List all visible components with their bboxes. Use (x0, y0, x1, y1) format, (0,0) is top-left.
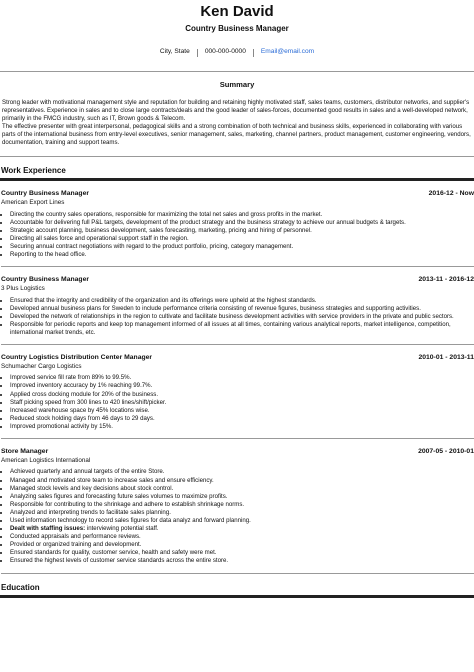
summary-text (0, 99, 474, 156)
job-bullet: • Increased warehouse space by 45% locations wise. (10, 407, 474, 415)
job-dates: 2007-05 - 2010-01 (418, 448, 474, 456)
job-bullet: • Analyzed and interpreting trends to facilitate sales planning. (10, 509, 474, 517)
job-title: Country Business Manager (1, 276, 90, 284)
job-title: Country Logistics Distribution Center Manager (1, 353, 153, 361)
candidate-name: Ken David (200, 3, 274, 20)
job-bullet: • Directing all sales force and operational support staff in the region. (10, 235, 474, 243)
job-divider (1, 266, 474, 267)
summary-section (0, 71, 474, 157)
job-bullets (1, 211, 474, 260)
summary-paragraph: Strong leader with motivational management style and reputation for building and retaining highly motivated staff, sales teams, customers, distributor networks, and supplier's representatives. Experience in sales and to close large contracts/deals and the good leader of sales-forces, documented good results in sales and a well-developed network, primarily in the FMCG industry, such as IT, Brown goods & Telecom. (2, 98, 470, 123)
job-divider (1, 573, 474, 574)
job-bullets (1, 468, 474, 565)
job-entry (0, 447, 474, 574)
job-entry (0, 353, 474, 439)
job-bullet: • Accountable for delivering full P&L targets, development of the product strategy and the business strategy to achieve our annual budgets & targets. (10, 219, 474, 227)
education-heading: Education (1, 582, 40, 592)
job-title: Store Manager (1, 448, 49, 456)
job-bullet: • Ensured the highest levels of customer service standards across the entire store. (10, 557, 474, 565)
phone-text: 000-000-0000 (204, 48, 246, 56)
job-bullet: • Reduced stock holding days from 46 days to 29 days. (10, 415, 474, 423)
job-divider (1, 344, 474, 345)
job-bullets (1, 297, 474, 337)
job-divider (1, 438, 474, 439)
job-bullet: • Responsible for contributing to the shrinkage and adhere to establish shrinkage norms. (10, 501, 474, 509)
job-bullet: • Ensured that the integrity and credibility of the organization and its offerings were upheld at the highest standards. (10, 297, 474, 305)
staffing-rest: interviewing potential staff. (86, 525, 159, 533)
job-company: 3 Plus Logistics (1, 285, 45, 293)
job-bullet: • Improved inventory accuracy by 1% reaching 99.7%. (10, 382, 474, 390)
work-experience-section (0, 166, 474, 574)
job-bullet: • Ensured standards for quality, customer service, health and safety were met. (10, 549, 474, 557)
job-bullet: • Developed the network of relationships in the region to cultivate and facilitate business development activities with service providers in the private and public sectors. (10, 313, 474, 321)
job-bullet: • Managed stock levels and key decisions about stock control. (10, 485, 474, 493)
section-rule (0, 595, 474, 598)
candidate-role: Country Business Manager (185, 23, 289, 33)
contact-line (0, 48, 474, 57)
resume-header (0, 4, 474, 57)
job-bullet: • Staff picking speed from 300 lines to 420 lines/shift/picker. (10, 399, 474, 407)
job-bullet: • Developed annual business plans for Sweden to include performance criteria consisting of revenue figures, business strategies and supporting activities. (10, 305, 474, 313)
job-bullet: • Reporting to the head office. (10, 251, 474, 259)
job-bullet-staffing (10, 525, 474, 533)
job-bullet: • Achieved quarterly and annual targets of the entire Store. (10, 468, 474, 476)
job-bullet: • Provided or organized training and development. (10, 541, 474, 549)
summary-paragraph: The effective presenter with great interpersonal, pedagogical skills and a strong combination of both technical and business skills, experienced in collaborating with various parts of the international business from entry-level executives, senior management, sales, marketing, channel partners, product management, customer engineering, vendors, documentation, training and support teams. (2, 123, 471, 147)
email-link[interactable]: Email@email.com (260, 48, 315, 56)
section-rule (0, 178, 474, 181)
job-bullet: • Strategic account planning, business development, sales forecasting, marketing, pricing and hiring of personnel. (10, 227, 474, 235)
job-bullet: • Improved service fill rate from 89% to 99.5%. (10, 374, 474, 382)
job-entry (0, 189, 474, 267)
job-dates: 2016-12 - Now (428, 190, 474, 198)
location-text: City, State (159, 48, 190, 56)
education-section (0, 583, 474, 599)
work-experience-heading: Work Experience (1, 165, 66, 175)
staffing-bold: Dealt with staffing issues: (10, 525, 86, 533)
job-title: Country Business Manager (1, 190, 90, 198)
job-dates: 2010-01 - 2013-11 (418, 353, 474, 361)
job-bullet: • Responsible for periodic reports and keep top management informed of all issues at all times, containing various analytical reports, market intelligence, competition, international market trends, etc. (10, 321, 474, 337)
job-company: American Logistics International (1, 457, 91, 465)
job-bullet: • Improved promotional activity by 15%. (10, 423, 474, 431)
job-company: Schumacher Cargo Logistics (1, 363, 82, 371)
job-bullets (1, 374, 474, 431)
job-entry (0, 275, 474, 345)
job-bullet: • Used information technology to record sales figures for data analyz and forward planning. (10, 517, 474, 525)
job-bullet: • Applied cross docking module for 20% of the business. (10, 391, 474, 399)
job-company: American Export Lines (1, 199, 65, 207)
job-bullet: • Conducted appraisals and performance reviews. (10, 533, 474, 541)
job-bullet: • Securing annual contract negotiations with regard to the product portfolio, pricing, category management. (10, 243, 474, 251)
job-bullet: • Managed and motivated store team to increase sales and ensure efficiency. (10, 477, 474, 485)
job-bullet: • Analyzing sales figures and forecasting future sales volumes to maximize profits. (10, 493, 474, 501)
summary-heading: Summary (219, 79, 255, 89)
job-bullet: • Directing the country sales operations, responsible for maximizing the total net sales and gross profits in the market. (10, 211, 474, 219)
job-dates: 2013-11 - 2016-12 (418, 276, 474, 284)
